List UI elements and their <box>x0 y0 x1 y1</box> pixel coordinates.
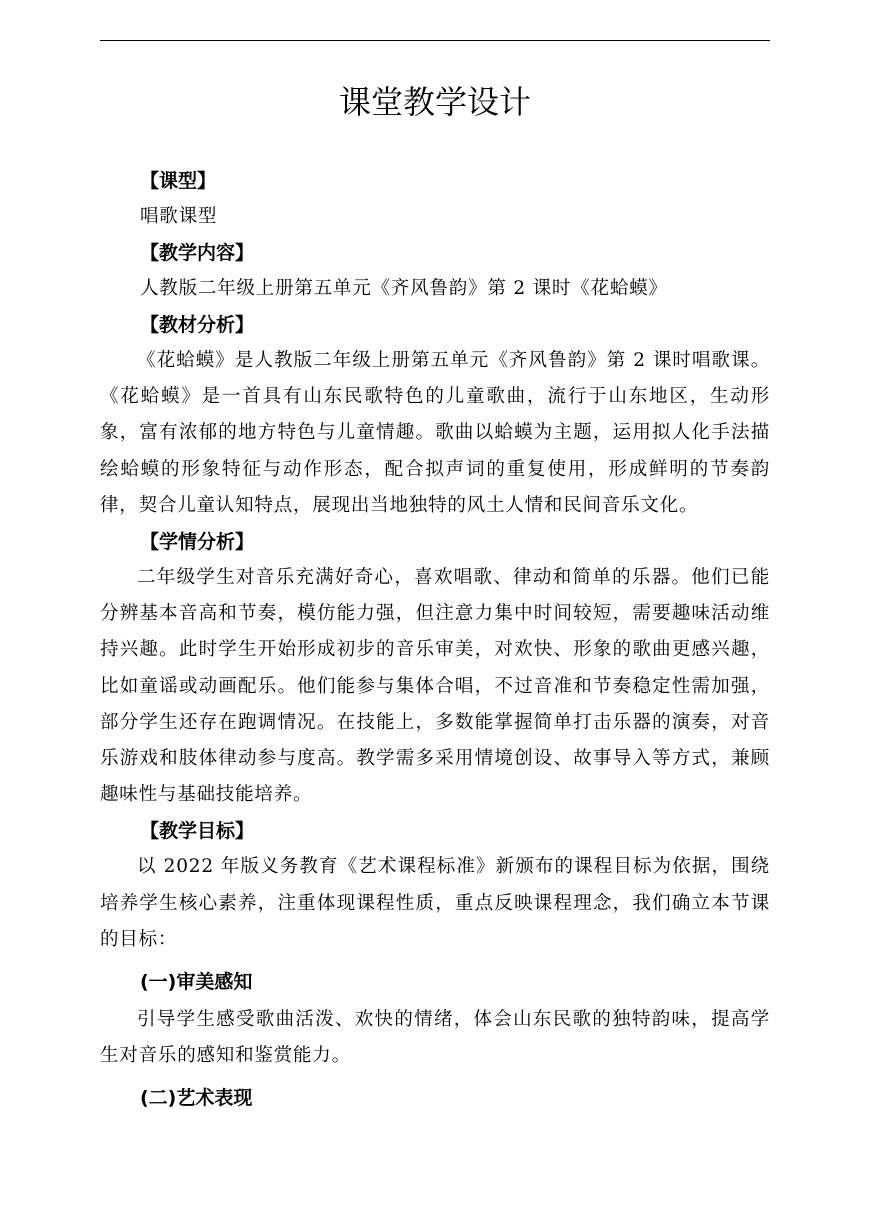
content-heading: 【教学内容】 <box>140 242 255 264</box>
material-analysis-heading: 【教材分析】 <box>140 314 255 336</box>
header-rule <box>100 40 770 41</box>
content-text: 人教版二年级上册第五单元《齐风鲁韵》第 2 课时《花蛤蟆》 <box>140 278 668 299</box>
student-analysis-text: 二年级学生对音乐充满好奇心，喜欢唱歌、律动和简单的乐器。他们已能分辨基本音高和节奏，模仿能力强，但注意力集中时间较短，需要趣味活动维持兴趣。此时学生开始形成初步的音乐审美，对欢快、形象的歌曲更感兴趣，比如童谣或动画配乐。他们能参与集体合唱，不过音准和节奏稳定性需加强，部分学生还存在跑调情况。在技能上，多数能掌握简单打击乐器的演奏，对音乐游戏和肢体律动参与度高。教学需多采用情境创设、故事导入等方式，兼顾趣味性与基础技能培养。 <box>100 567 770 806</box>
document-body <box>100 163 770 1118</box>
objectives-heading: 【教学目标】 <box>140 820 255 843</box>
objective-aesthetic-text: 引导学生感受歌曲活泼、欢快的情绪，体会山东民歌的独特韵味，提高学生对音乐的感知和鉴赏能力。 <box>100 1009 770 1067</box>
document-title: 课堂教学设计 <box>338 83 531 121</box>
student-analysis-heading: 【学情分析】 <box>140 531 255 554</box>
material-analysis-text: 《花蛤蟆》是人教版二年级上册第五单元《齐风鲁韵》第 2 课时唱歌课。《花蛤蟆》是一首具有山东民歌特色的儿童歌曲，流行于山东地区，生动形象，富有浓郁的地方特色与儿童情趣。歌曲以蛤蟆为主题，运用拟人化手法描绘蛤蟆的形象特征与动作形态，配合拟声词的重复使用，形成鲜明的节奏韵律，契合儿童认知特点，展现出当地独特的风土人情和民间音乐文化。 <box>100 350 770 516</box>
objective-artistic-heading: (二)艺术表现 <box>140 1087 253 1110</box>
lesson-type-text: 唱歌课型 <box>140 206 218 227</box>
objective-aesthetic-heading: (一)审美感知 <box>140 971 253 994</box>
objectives-intro: 以 2022 年版义务教育《艺术课程标准》新颁布的课程目标为依据，围绕培养学生核心素养，注重体现课程性质，重点反映课程理念，我们确立本节课的目标： <box>100 856 770 950</box>
lesson-type-heading: 【课型】 <box>140 170 217 192</box>
